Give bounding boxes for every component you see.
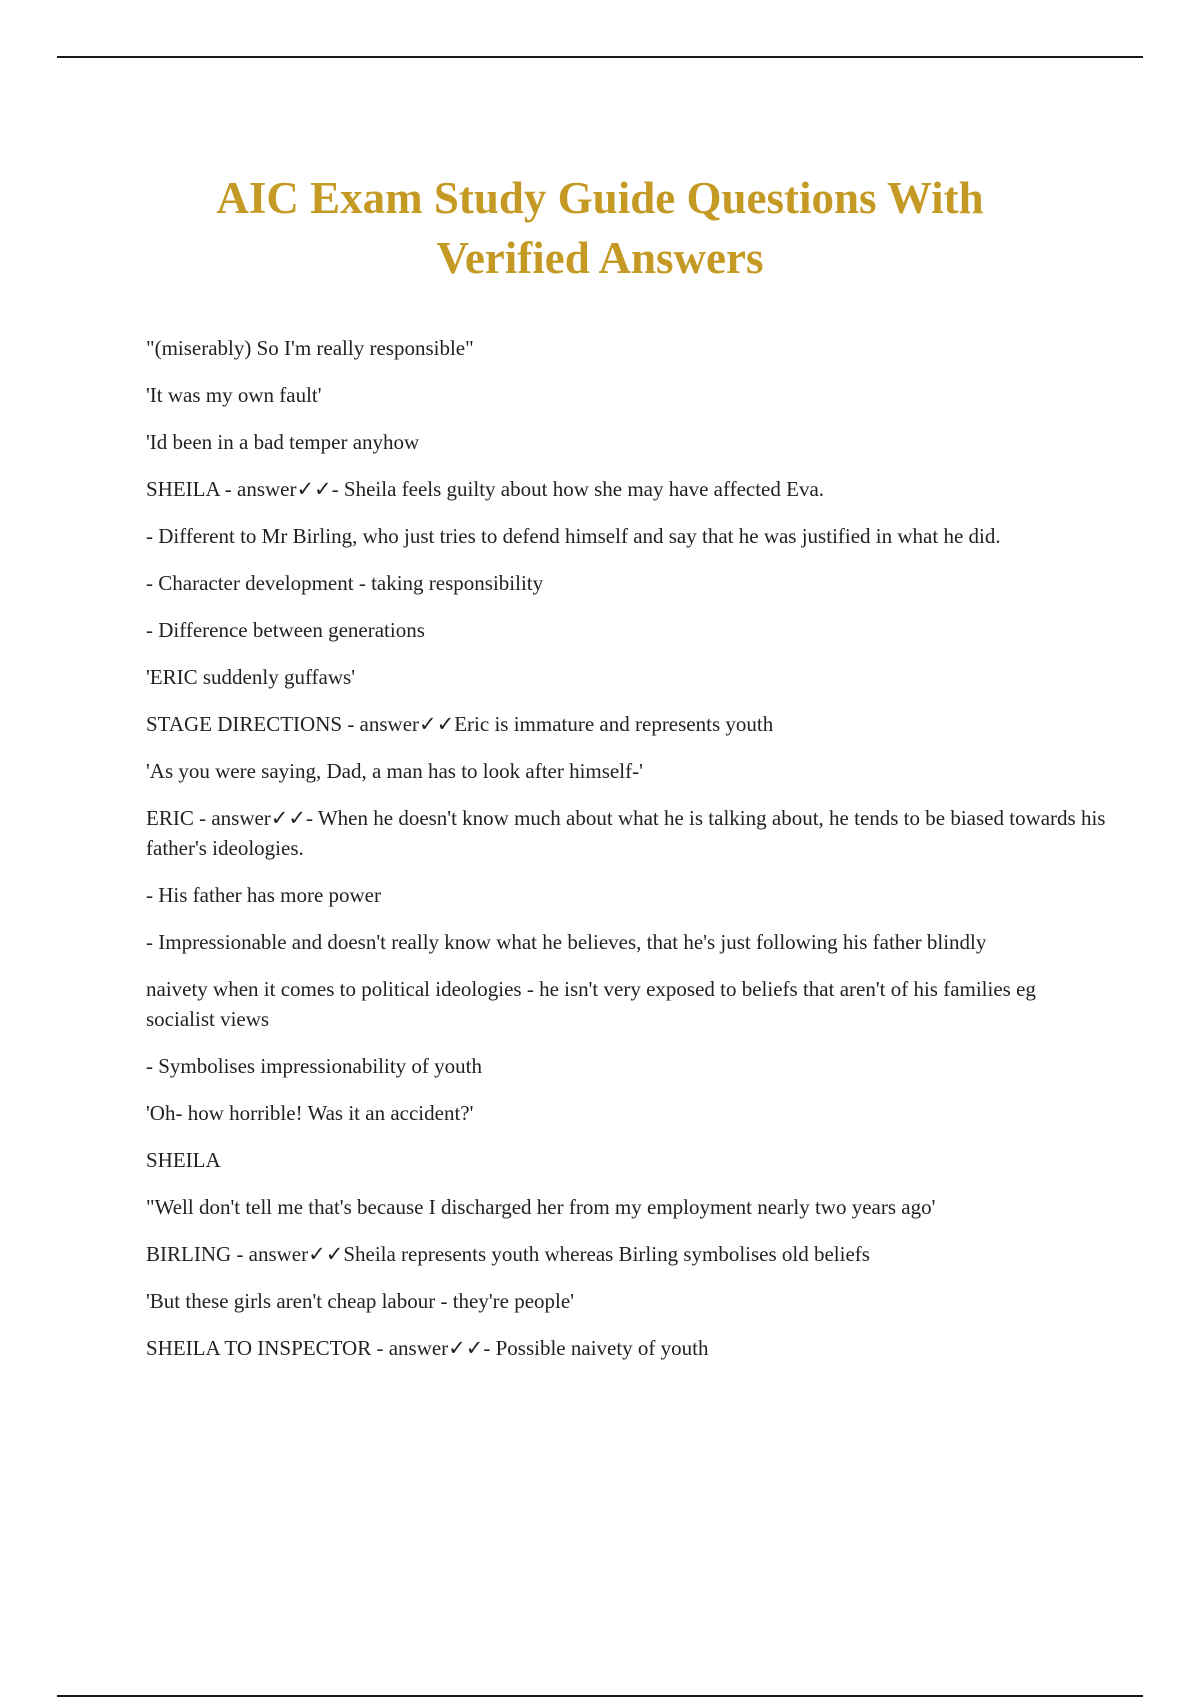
title-line-1: AIC Exam Study Guide Questions With: [216, 173, 984, 223]
paragraph: 'ERIC suddenly guffaws': [146, 665, 355, 689]
paragraph: ERIC - answer✓✓- When he doesn't know much about what he is talking about, he tends to be biased towards his father's ideologies.: [146, 806, 1106, 860]
paragraph: - Difference between generations: [146, 618, 425, 642]
paragraph: SHEILA TO INSPECTOR - answer✓✓- Possible naivety of youth: [146, 1336, 709, 1360]
document-body: [146, 333, 1106, 1380]
paragraph: SHEILA: [146, 1148, 221, 1172]
paragraph: BIRLING - answer✓✓Sheila represents youth whereas Birling symbolises old beliefs: [146, 1242, 870, 1266]
paragraph: - Different to Mr Birling, who just tries to defend himself and say that he was justified in what he did.: [146, 524, 1001, 548]
document-title: [100, 168, 1100, 288]
top-divider: [57, 56, 1143, 58]
paragraph: - Impressionable and doesn't really know what he believes, that he's just following his father blindly: [146, 930, 987, 954]
paragraph: SHEILA - answer✓✓- Sheila feels guilty about how she may have affected Eva.: [146, 477, 825, 501]
paragraph: "(miserably) So I'm really responsible": [146, 336, 474, 360]
bottom-divider: [57, 1695, 1143, 1697]
paragraph: 'As you were saying, Dad, a man has to look after himself-': [146, 759, 643, 783]
paragraph: - Symbolises impressionability of youth: [146, 1054, 482, 1078]
paragraph: 'Id been in a bad temper anyhow: [146, 430, 420, 454]
paragraph: "Well don't tell me that's because I discharged her from my employment nearly two years ago': [146, 1195, 936, 1219]
paragraph: 'But these girls aren't cheap labour - they're people': [146, 1289, 574, 1313]
paragraph: 'Oh- how horrible! Was it an accident?': [146, 1101, 474, 1125]
title-line-2: Verified Answers: [436, 233, 764, 283]
paragraph: naivety when it comes to political ideologies - he isn't very exposed to beliefs that aren't of his families eg socialist views: [146, 977, 1036, 1031]
paragraph: STAGE DIRECTIONS - answer✓✓Eric is immature and represents youth: [146, 712, 774, 736]
paragraph: 'It was my own fault': [146, 383, 322, 407]
paragraph: - Character development - taking responsibility: [146, 571, 544, 595]
paragraph: - His father has more power: [146, 883, 381, 907]
